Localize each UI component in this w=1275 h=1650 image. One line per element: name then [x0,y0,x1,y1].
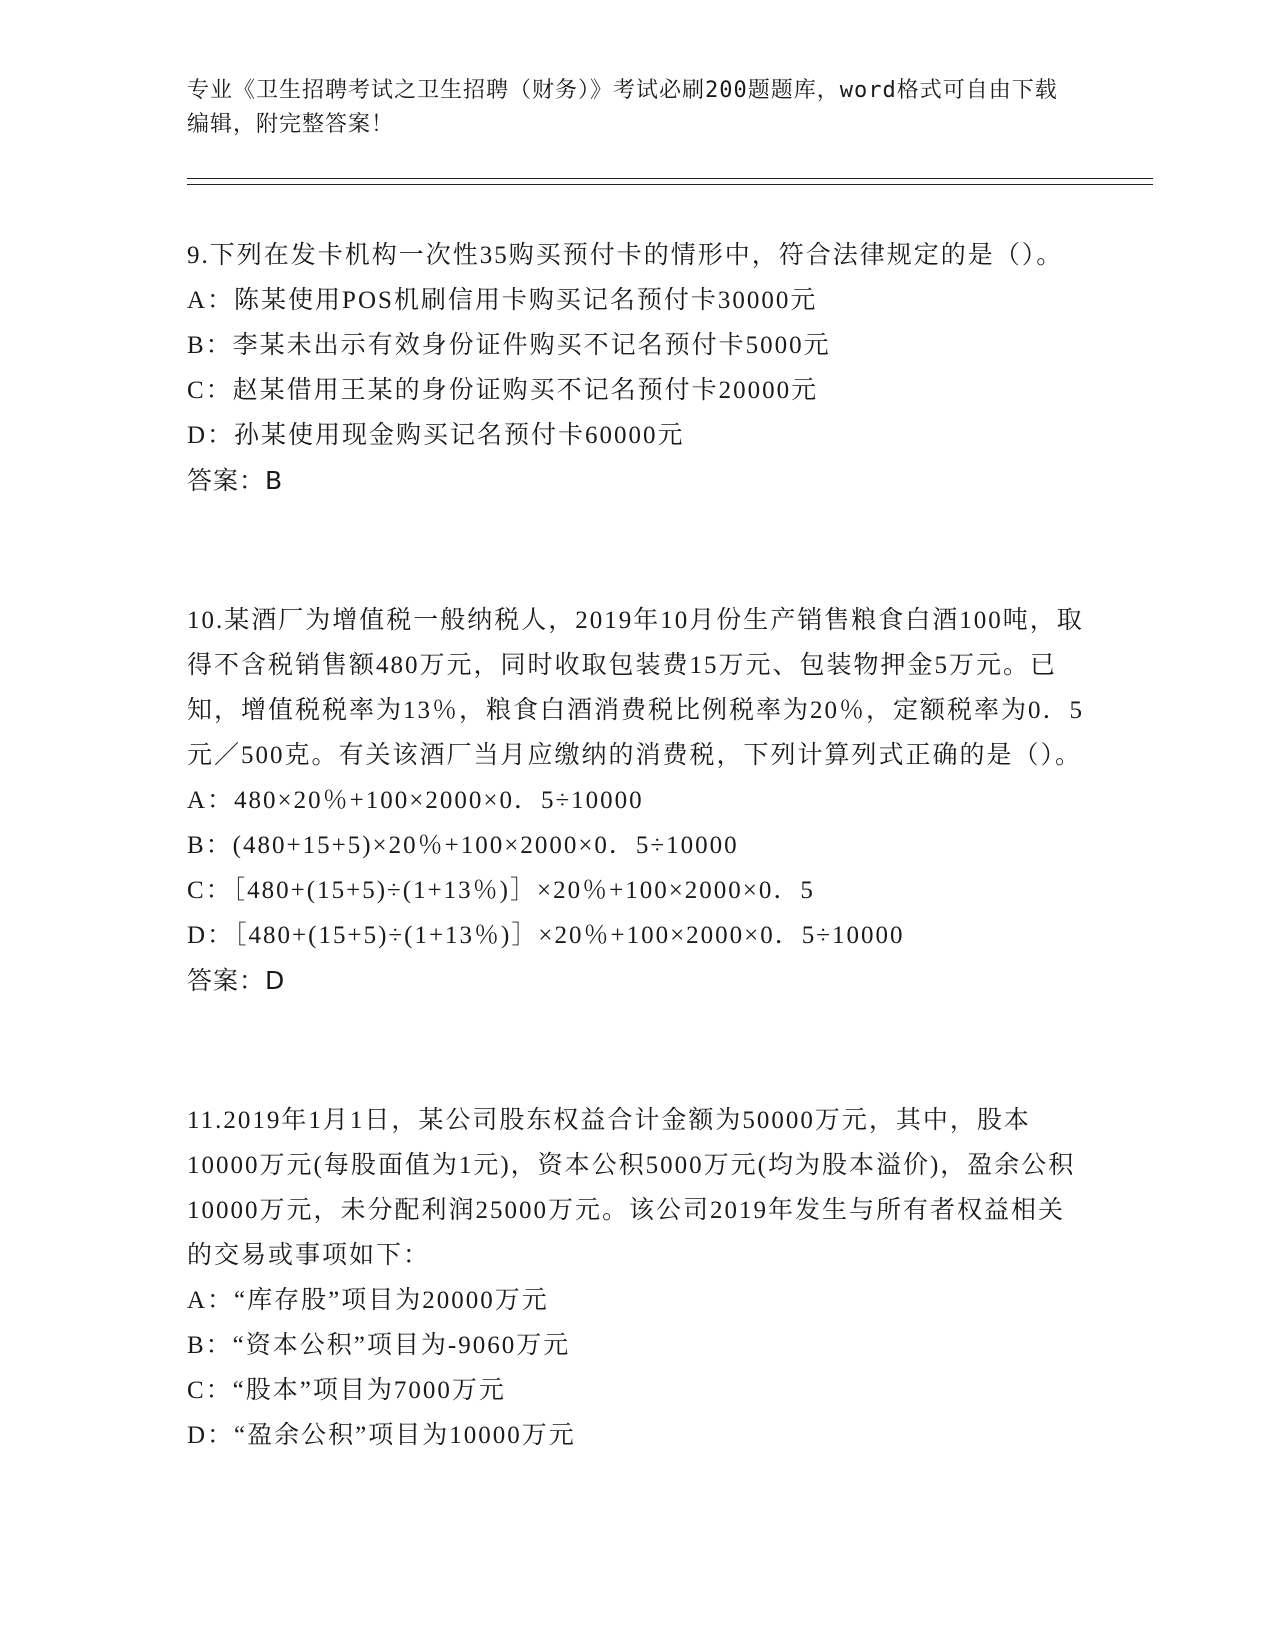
option-c: C：赵某借用王某的身份证购买不记名预付卡20000元 [187,377,819,404]
option-d: D：［480+(15+5)÷(1+13％)］×20％+100×2000×0．5÷10000 [187,922,905,949]
question-stem: 11.2019年1月1日，某公司股东权益合计金额为50000万元，其中，股本10000万元(每股面值为1元)，资本公积5000万元(均为股本溢价)，盈余公积10000万元，未分配利润25000万元。该公司2019年发生与所有者权益相关的交易或事项如下： [187,1107,1076,1269]
option-b: B：“资本公积”项目为-9060万元 [187,1332,571,1359]
option-a: A：480×20％+100×2000×0．5÷10000 [187,787,644,814]
header-divider [187,178,1153,185]
question-stem: 10.某酒厂为增值税一般纳税人，2019年10月份生产销售粮食白酒100吨，取得不含税销售额480万元，同时收取包装费15万元、包装物押金5万元。已知，增值税税率为13％，粮食白酒消费税比例税率为20％，定额税率为0．5元／500克。有关该酒厂当月应缴纳的消费税，下列计算列式正确的是（）。 [187,607,1085,769]
option-c: C：［480+(15+5)÷(1+13％)］×20％+100×2000×0．5 [187,877,815,904]
question-9 [187,233,1087,503]
option-d: D：“盈余公积”项目为10000万元 [187,1422,576,1449]
question-stem: 9.下列在发卡机构一次性35购买预付卡的情形中，符合法律规定的是（）。 [187,242,1064,269]
answer-line: 答案：B [187,466,284,495]
answer-line: 答案：D [187,966,286,995]
document-header: 专业《卫生招聘考试之卫生招聘（财务）》考试必刷200题题库，word格式可自由下载编辑，附完整答案！ [187,78,1058,137]
question-10 [187,598,1087,1003]
option-b: B：李某未出示有效身份证件购买不记名预付卡5000元 [187,332,831,359]
option-d: D：孙某使用现金购买记名预付卡60000元 [187,422,685,449]
question-11 [187,1098,1087,1458]
option-b: B：(480+15+5)×20％+100×2000×0．5÷10000 [187,832,739,859]
option-a: A：“库存股”项目为20000万元 [187,1287,549,1314]
option-c: C：“股本”项目为7000万元 [187,1377,506,1404]
option-a: A：陈某使用POS机刷信用卡购买记名预付卡30000元 [187,287,818,314]
